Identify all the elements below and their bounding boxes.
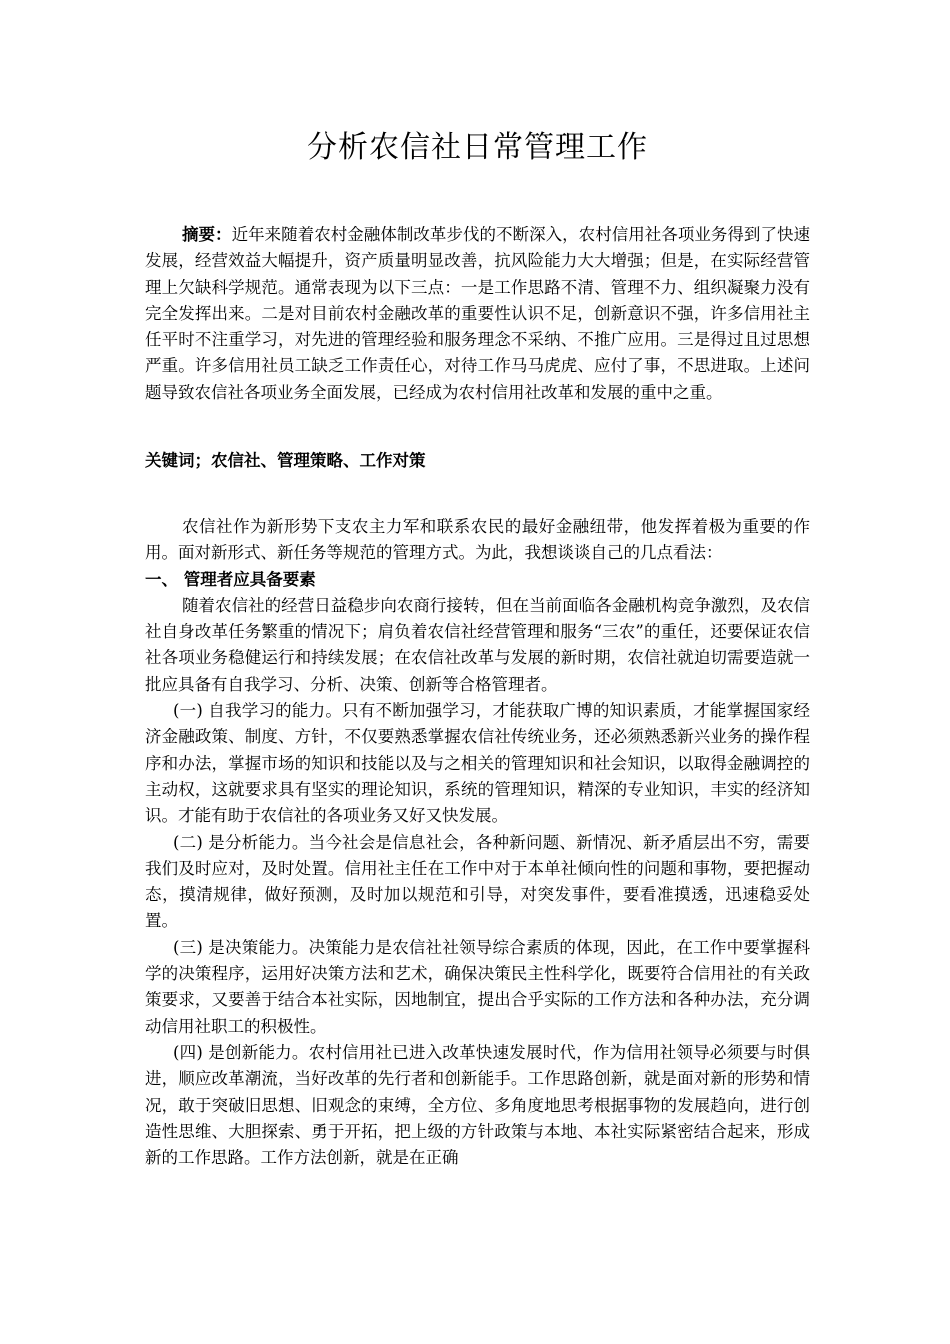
body-text <box>145 514 810 1171</box>
document-page <box>145 0 810 1344</box>
list-item: (三) 是决策能力。决策能力是农信社社领导综合素质的体现，因此，在工作中要掌握科学的决策程序，运用好决策方法和艺术，确保决策民主性科学化，既要符合信用社的有关政策要求，又要善于结合本社实际，因地制宜，提出合乎实际的工作方法和各种办法，充分调动信用社职工的积极性。 <box>145 937 810 1036</box>
document-title: 分析农信社日常管理工作 <box>307 130 648 165</box>
section-intro-paragraph: 随着农信社的经营日益稳步向农商行接转，但在当前面临各金融机构竞争激烈，及农信社自身改革任务繁重的情况下；肩负着农信社经营管理和服务“三农”的重任，还要保证农信社各项业务稳健运行和持续发展；在农信社改革与发展的新时期，农信社就迫切需要造就一批应具备有自我学习、分析、决策、创新等合格管理者。 <box>145 595 810 694</box>
keywords-line: 关键词；农信社、管理策略、工作对策 <box>145 451 426 470</box>
intro-paragraph: 农信社作为新形势下支农主力军和联系农民的最好金融纽带，他发挥着极为重要的作用。面对新形式、新任务等规范的管理方式。为此，我想谈谈自己的几点看法： <box>145 517 810 563</box>
abstract-paragraph <box>145 222 810 406</box>
list-item: (一) 自我学习的能力。只有不断加强学习，才能获取广博的知识素质，才能掌握国家经济金融政策、制度、方针，不仅要熟悉掌握农信社传统业务，还必须熟悉新兴业务的操作程序和办法，掌握市场的知识和技能以及与之相关的管理知识和社会知识，以取得金融调控的主动权，这就要求具有坚实的理论知识，系统的管理知识，精深的专业知识，丰实的经济知识。才能有助于农信社的各项业务又好又快发展。 <box>145 701 810 826</box>
list-item: (四) 是创新能力。农村信用社已进入改革快速发展时代，作为信用社领导必须要与时俱进，顺应改革潮流，当好改革的先行者和创新能手。工作思路创新，就是面对新的形势和情况，敢于突破旧思想、旧观念的束缚，全方位、多角度地思考根据事物的发展趋向，进行创造性思维、大胆探索、勇于开拓，把上级的方针政策与本地、本社实际紧密结合起来，形成新的工作思路。工作方法创新，就是在正确 <box>145 1042 810 1168</box>
abstract-label: 摘要： <box>182 225 232 244</box>
section-heading: 一、 管理者应具备要素 <box>145 569 316 589</box>
list-item: (二) 是分析能力。当今社会是信息社会，各种新问题、新情况、新矛盾层出不穷，需要我们及时应对，及时处置。信用社主任在工作中对于本单社倾向性的问题和事物，要把握动态，摸清规律，做好预测，及时加以规范和引导，对突发事件，要看准摸透，迅速稳妥处置。 <box>145 832 810 931</box>
abstract-text: 近年来随着农村金融体制改革步伐的不断深入，农村信用社各项业务得到了快速发展，经营效益大幅提升，资产质量明显改善，抗风险能力大大增强；但是，在实际经营管理上欠缺科学规范。通常表现为以下三点：一是工作思路不清、管理不力、组织凝聚力没有完全发挥出来。二是对目前农村金融改革的重要性认识不足，创新意识不强，许多信用社主任平时不注重学习，对先进的管理经验和服务理念不采纳、不推广应用。三是得过且过思想严重。许多信用社员工缺乏工作责任心，对待工作马马虎虎、应付了事，不思进取。上述问题导致农信社各项业务全面发展，已经成为农村信用社改革和发展的重中之重。 <box>145 225 811 402</box>
